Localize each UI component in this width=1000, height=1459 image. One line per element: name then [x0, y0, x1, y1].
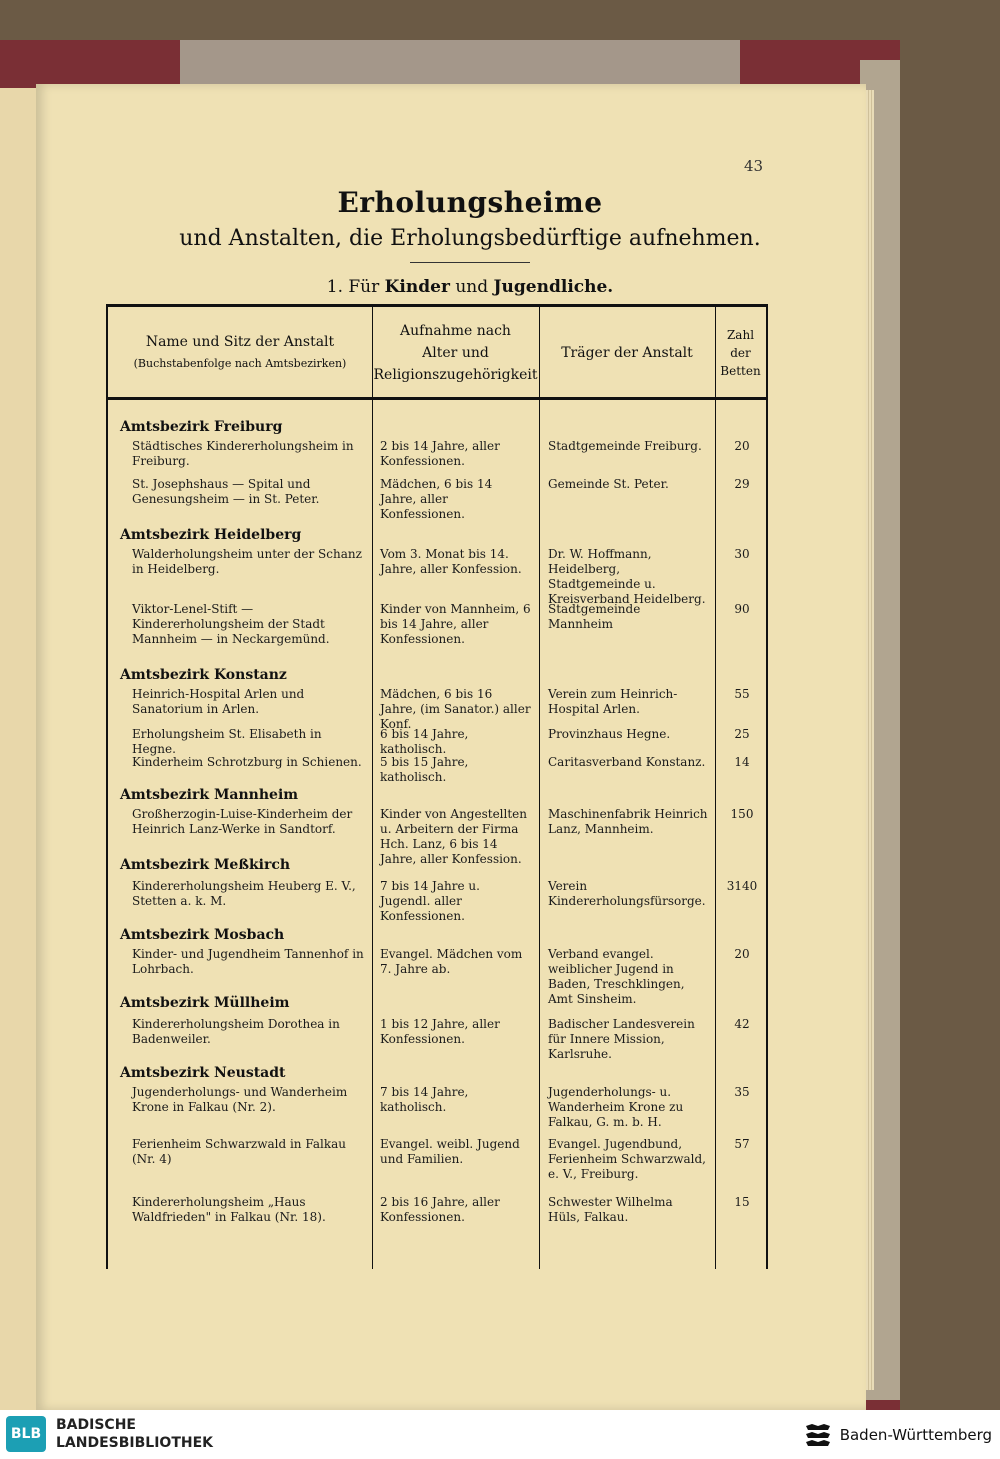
header-zahl-line1: Zahl: [726, 328, 755, 342]
header-traeger: [539, 313, 715, 393]
section-prefix: 1. Für: [326, 277, 380, 297]
partner-name: Baden-Württemberg: [839, 1426, 992, 1444]
entry-traeger: Dr. W. Hoffmann, Heidelberg, Stadtgemeinde u. Kreisverband Heidelberg.: [548, 547, 706, 606]
left-page-edge: [0, 88, 36, 1410]
entry-traeger: Verein zum Heinrich-Hospital Arlen.: [548, 687, 678, 716]
column-divider: [715, 307, 716, 1269]
entry-betten: 35: [734, 1085, 750, 1099]
header-zahl: [715, 313, 766, 393]
entry-aufnahme: 5 bis 15 Jahre, katholisch.: [380, 755, 469, 784]
entry-name: St. Josephshaus — Spital und Genesungsheim — in St. Peter.: [132, 477, 320, 506]
header-zahl-line2: der: [730, 346, 751, 360]
header-traeger-label: Träger der Anstalt: [561, 345, 693, 361]
header-aufnahme: [372, 313, 539, 393]
entry-name: Großherzogin-Luise-Kinderheim der Heinrich Lanz-Werke in Sandtorf.: [132, 807, 353, 836]
header-name-line1: Name und Sitz der Anstalt: [145, 334, 335, 350]
entry-betten: 29: [734, 477, 750, 491]
entry-betten: 25: [734, 727, 750, 741]
lion-icon: [804, 1422, 832, 1448]
entry-aufnahme: Mädchen, 6 bis 16 Jahre, (im Sanator.) aller Konf.: [380, 687, 531, 731]
header-name-line2: (Buchstabenfolge nach Amtsbezirken): [133, 357, 347, 370]
entry-traeger: Schwester Wilhelma Hüls, Falkau.: [548, 1195, 673, 1224]
entry-name: Walderholungsheim unter der Schanz in Heidelberg.: [132, 547, 362, 576]
entry-traeger: Caritasverband Konstanz.: [548, 755, 706, 769]
district-heading: Amtsbezirk Müllheim: [120, 995, 290, 1011]
entry-traeger: Jugenderholungs- u. Wanderheim Krone zu Falkau, G. m. b. H.: [548, 1085, 684, 1129]
entry-betten: 3140: [726, 879, 758, 893]
entry-name: Erholungsheim St. Elisabeth in Hegne.: [132, 727, 322, 756]
divider: [410, 262, 530, 263]
entry-aufnahme: 2 bis 14 Jahre, aller Konfessionen.: [380, 439, 500, 468]
entry-traeger: Provinzhaus Hegne.: [548, 727, 671, 741]
entry-name: Städtisches Kindererholungsheim in Freiburg.: [132, 439, 354, 468]
header-aufnahme-line1: Aufnahme nach: [400, 323, 511, 339]
entry-traeger: Verband evangel. weiblicher Jugend in Baden, Treschklingen, Amt Sinsheim.: [548, 947, 685, 1006]
library-name-line2: LANDESBIBLIOTHEK: [56, 1435, 214, 1451]
library-name: [56, 1416, 213, 1452]
entry-aufnahme: 1 bis 12 Jahre, aller Konfessionen.: [380, 1017, 500, 1046]
entry-betten: 150: [730, 807, 754, 821]
entry-betten: 90: [734, 602, 750, 616]
header-rule: [108, 397, 766, 400]
entry-aufnahme: Vom 3. Monat bis 14. Jahre, aller Konfession.: [380, 547, 522, 576]
entry-aufnahme: 7 bis 14 Jahre u. Jugendl. aller Konfessionen.: [380, 879, 480, 923]
entry-traeger: Stadtgemeinde Mannheim: [548, 602, 641, 631]
entry-name: Kinder- und Jugendheim Tannenhof in Lohrbach.: [132, 947, 364, 976]
entry-name: Kindererholungsheim „Haus Waldfrieden" in Falkau (Nr. 18).: [132, 1195, 326, 1224]
entry-aufnahme: Kinder von Angestellten u. Arbeitern der Firma Hch. Lanz, 6 bis 14 Jahre, aller Konfession.: [380, 807, 527, 866]
entry-betten: 20: [734, 947, 750, 961]
header-zahl-line3: Betten: [720, 364, 761, 378]
entry-betten: 20: [734, 439, 750, 453]
header-aufnahme-line2: Alter und: [422, 345, 489, 361]
entry-betten: 42: [734, 1017, 750, 1031]
entry-aufnahme: 2 bis 16 Jahre, aller Konfessionen.: [380, 1195, 500, 1224]
entry-name: Viktor-Lenel-Stift — Kindererholungsheim der Stadt Mannheim — in Neckargemünd.: [132, 602, 330, 646]
blb-logo[interactable]: BLB: [6, 1416, 46, 1452]
column-divider: [372, 307, 373, 1269]
entry-traeger: Badischer Landesverein für Innere Mission, Karlsruhe.: [548, 1017, 695, 1061]
entry-name: Jugenderholungs- und Wanderheim Krone in Falkau (Nr. 2).: [132, 1085, 348, 1114]
column-divider: [539, 307, 540, 1269]
page-number: 43: [744, 157, 764, 175]
section-bold-1: Kinder: [384, 277, 450, 297]
institutions-table: [106, 304, 768, 1269]
district-heading: Amtsbezirk Mannheim: [120, 787, 299, 803]
library-name-line1: BADISCHE: [56, 1417, 136, 1433]
entry-aufnahme: Evangel. Mädchen vom 7. Jahre ab.: [380, 947, 523, 976]
entry-traeger: Evangel. Jugendbund, Ferienheim Schwarzwald, e. V., Freiburg.: [548, 1137, 706, 1181]
section-bold-2: Jugendliche.: [493, 277, 614, 297]
entry-name: Kindererholungsheim Heuberg E. V., Stetten a. k. M.: [132, 879, 356, 908]
district-heading: Amtsbezirk Konstanz: [120, 667, 287, 683]
district-heading: Amtsbezirk Freiburg: [120, 419, 283, 435]
district-heading: Amtsbezirk Mosbach: [120, 927, 285, 943]
entry-betten: 57: [734, 1137, 750, 1151]
page-subtitle: und Anstalten, die Erholungsbedürftige aufnehmen.: [179, 226, 761, 251]
cover-marbled-top: [180, 40, 740, 88]
entry-name: Kinderheim Schrotzburg in Schienen.: [132, 755, 362, 769]
section-mid: und: [455, 277, 489, 297]
entry-name: Ferienheim Schwarzwald in Falkau (Nr. 4): [132, 1137, 346, 1166]
page-edges: [866, 90, 874, 1390]
entry-betten: 30: [734, 547, 750, 561]
entry-betten: 15: [734, 1195, 750, 1209]
district-heading: Amtsbezirk Heidelberg: [120, 527, 302, 543]
entry-aufnahme: Mädchen, 6 bis 14 Jahre, aller Konfessionen.: [380, 477, 493, 521]
entry-name: Kindererholungsheim Dorothea in Badenweiler.: [132, 1017, 340, 1046]
entry-traeger: Stadtgemeinde Freiburg.: [548, 439, 702, 453]
entry-aufnahme: Kinder von Mannheim, 6 bis 14 Jahre, aller Konfessionen.: [380, 602, 531, 646]
page-title: Erholungsheime: [337, 186, 603, 219]
partner-logo[interactable]: [804, 1422, 992, 1448]
entry-traeger: Verein Kindererholungsfürsorge.: [548, 879, 706, 908]
entry-aufnahme: 6 bis 14 Jahre, katholisch.: [380, 727, 469, 756]
header-name: [108, 313, 372, 393]
header-aufnahme-line3: Religionszugehörigkeit: [373, 367, 538, 383]
entry-betten: 14: [734, 755, 750, 769]
entry-aufnahme: Evangel. weibl. Jugend und Familien.: [380, 1137, 520, 1166]
district-heading: Amtsbezirk Neustadt: [120, 1065, 286, 1081]
entry-name: Heinrich-Hospital Arlen und Sanatorium in Arlen.: [132, 687, 305, 716]
section-heading: [100, 277, 840, 297]
entry-traeger: Gemeinde St. Peter.: [548, 477, 669, 491]
entry-traeger: Maschinenfabrik Heinrich Lanz, Mannheim.: [548, 807, 708, 836]
entry-betten: 55: [734, 687, 750, 701]
district-heading: Amtsbezirk Meßkirch: [120, 857, 291, 873]
entry-aufnahme: 7 bis 14 Jahre, katholisch.: [380, 1085, 469, 1114]
